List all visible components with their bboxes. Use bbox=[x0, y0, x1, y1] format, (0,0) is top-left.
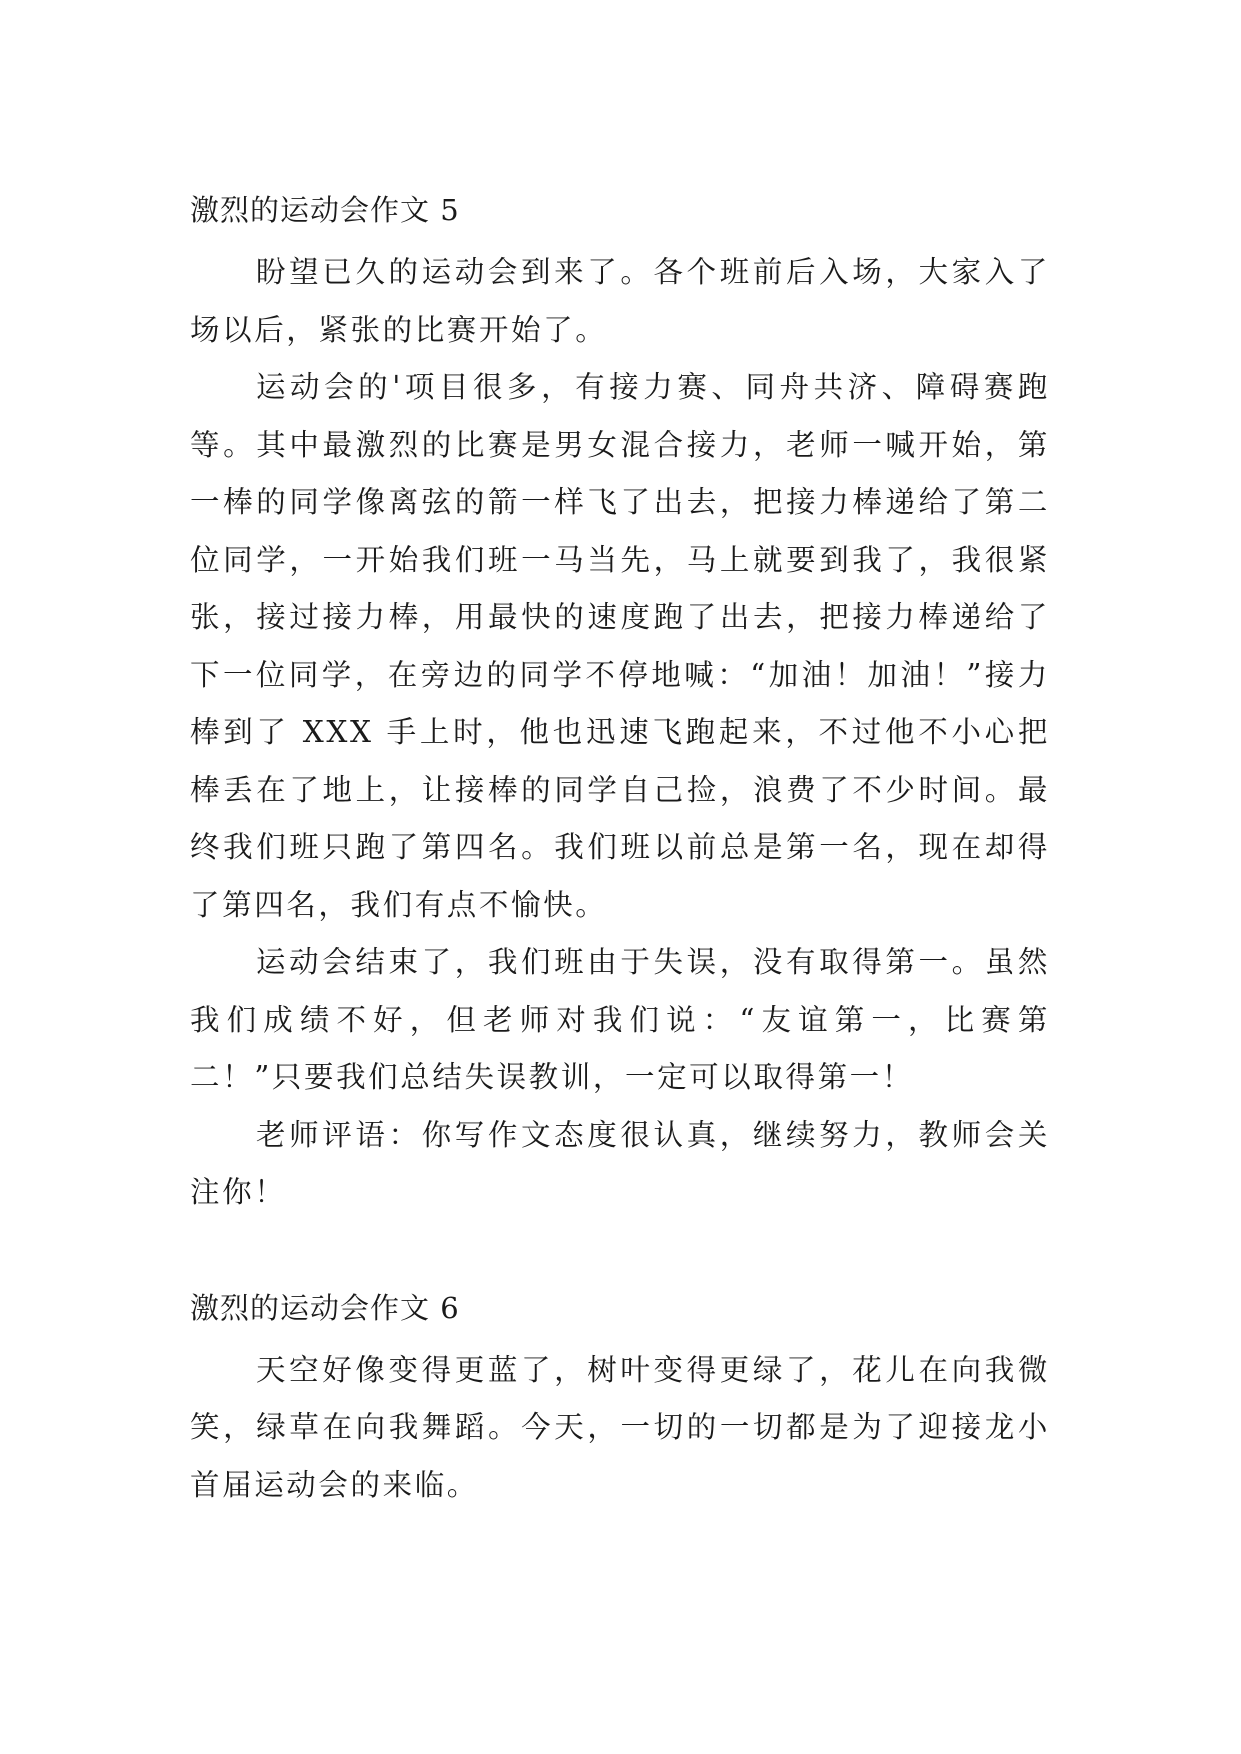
section-title: 激烈的运动会作文 6 bbox=[190, 1290, 460, 1325]
paragraph: 天空好像变得更蓝了，树叶变得更绿了，花儿在向我微笑，绿草在向我舞蹈。今天，一切的一切都是为了迎接龙小首届运动会的来临。 bbox=[190, 1352, 1050, 1502]
section-title: 激烈的运动会作文 5 bbox=[190, 193, 460, 227]
paragraph: 运动会结束了，我们班由于失误，没有取得第一。虽然我们成绩不好，但老师对我们说：“友谊第一，比赛第二！”只要我们总结失误教训，一定可以取得第一！ bbox=[190, 945, 1050, 1094]
section-spacer bbox=[190, 1222, 1050, 1288]
paragraph: 老师评语：你写作文态度很认真，继续努力，教师会关注你！ bbox=[190, 1117, 1050, 1209]
essay-section-6 bbox=[190, 1288, 1050, 1515]
paragraph: 盼望已久的运动会到来了。各个班前后入场，大家入了场以后，紧张的比赛开始了。 bbox=[190, 255, 1050, 347]
essay-section-5 bbox=[190, 190, 1050, 1222]
paragraph: 运动会的'项目很多，有接力赛、同舟共济、障碍赛跑等。其中最激烈的比赛是男女混合接力，老师一喊开始，第一棒的同学像离弦的箭一样飞了出去，把接力棒递给了第二位同学，一开始我们班一马当先，马上就要到我了，我很紧张，接过接力棒，用最快的速度跑了出去，把接力棒递给了下一位同学，在旁边的同学不停地喊：“加油！加油！”接力棒到了 XXX 手上时，他也迅速飞跑起来，不过他不小心把棒丢在了地上，让接棒的同学自己捡，浪费了不少时间。最终我们班只跑了第四名。我们班以前总是第一名，现在却得了第四名，我们有点不愉快。 bbox=[190, 370, 1050, 922]
document-body bbox=[190, 190, 1050, 1514]
